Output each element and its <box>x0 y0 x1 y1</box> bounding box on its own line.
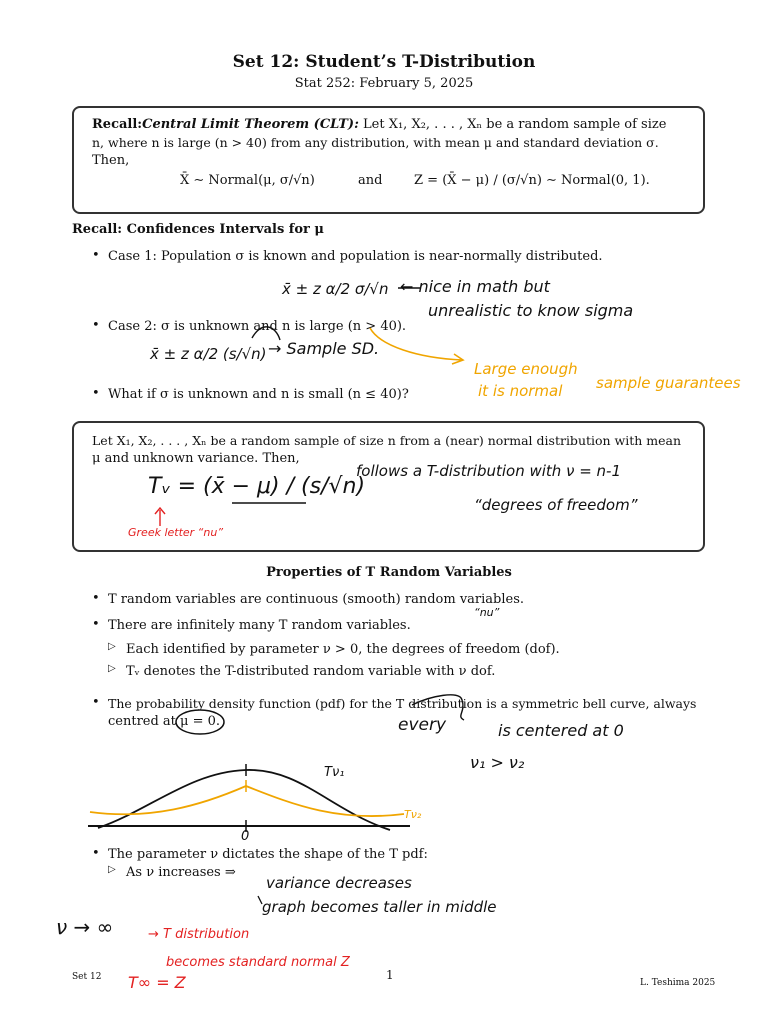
prop-3a: The probability density function (pdf) for the T distribution is a symmetric bell curve, always <box>108 696 697 711</box>
t-nu2-curve <box>90 786 404 816</box>
prop-sub-1: Each identified by parameter ν > 0, the degrees of freedom (dof). <box>126 642 560 657</box>
triangle-bullet-icon: ▷ <box>108 663 116 674</box>
case3-text: What if σ is unknown and n is small (n ≤ 40)? <box>108 387 409 402</box>
bullet-dot: • <box>92 386 100 401</box>
bullet-dot: • <box>92 846 100 861</box>
t-box-line-1: Let X₁, X₂, . . . , Xₙ be a random sample of size n from a (near) normal distribution with mean <box>92 433 682 448</box>
recall-label: Recall: <box>92 117 143 132</box>
nu-handwritten-note: “nu” <box>474 606 500 619</box>
triangle-bullet-icon: ▷ <box>108 864 116 875</box>
greek-nu-note: Greek letter “nu” <box>128 526 224 539</box>
clt-text-1: Let X₁, X₂, . . . , Xₙ be a random sample of size <box>363 117 667 132</box>
bullet-dot: • <box>92 695 100 710</box>
case2-note: → Sample SD. <box>268 339 380 358</box>
footer-right: L. Teshima 2025 <box>640 978 716 988</box>
prop-sub-2: Tᵥ denotes the T-distributed random variable with ν dof. <box>126 664 496 679</box>
prop-4a: The parameter ν dictates the shape of the T pdf: <box>108 847 428 862</box>
axis-zero-label: 0 <box>241 829 250 844</box>
curve1-label: Tν₁ <box>324 765 345 780</box>
bullet-dot: • <box>92 318 100 333</box>
arrow-curve <box>252 327 280 340</box>
prop-4b: As ν increases ⇒ <box>126 865 236 880</box>
t-box-line-2: μ and unknown variance. Then, <box>92 451 300 466</box>
t-box-hand-1: follows a T-distribution with ν = n-1 <box>356 462 622 480</box>
hand-centered: is centered at 0 <box>498 721 624 740</box>
properties-heading: Properties of T Random Variables <box>266 565 512 580</box>
orange-note-3: it is normal <box>478 382 563 400</box>
ci-heading: Recall: Confidences Intervals for μ <box>72 222 324 237</box>
case2-text: Case 2: σ is unknown and n is large (n > 40). <box>108 319 407 334</box>
case1-note-2: unrealistic to know sigma <box>428 301 634 320</box>
limit-handwritten: ν → ∞ <box>56 915 114 939</box>
hand-graph: graph becomes taller in middle <box>262 898 497 916</box>
hand-variance: variance decreases <box>266 874 412 892</box>
clt-line-2: n, where n is large (n > 40) from any distribution, with mean μ and standard deviation σ. <box>92 135 659 150</box>
case1-text: Case 1: Population σ is known and population is near-normally distributed. <box>108 249 603 264</box>
clt-line-3: Then, <box>92 153 130 168</box>
orange-note-1: Large enough <box>474 360 578 378</box>
page-number: 1 <box>386 968 394 982</box>
prop-2: There are infinitely many T random variables. <box>108 618 411 633</box>
red-limit-1: → T distribution <box>148 927 250 942</box>
t-box-hand-2: “degrees of freedom” <box>474 496 638 514</box>
case1-note-1: ← nice in math but <box>400 277 550 296</box>
clt-formula-right: Z = (X̄ − μ) / (σ/√n) ∼ Normal(0, 1). <box>414 173 650 188</box>
hand-every: every <box>398 715 447 735</box>
bullet-dot: • <box>92 591 100 606</box>
prop-3b: centred at μ = 0. <box>108 714 221 729</box>
pointer-curve <box>412 695 464 720</box>
bullet-dot: • <box>92 248 100 263</box>
page-subtitle: Stat 252: February 5, 2025 <box>294 76 474 91</box>
page-title: Set 12: Student’s T-Distribution <box>232 52 536 72</box>
t-formula-handwritten: Tᵥ = (x̄ − μ) / (s/√n) <box>148 474 366 499</box>
triangle-bullet-icon: ▷ <box>108 641 116 652</box>
curve2-label: Tν₂ <box>404 808 422 821</box>
circle-mu-zero <box>176 710 224 734</box>
clt-name: Central Limit Theorem (CLT): <box>142 117 359 132</box>
hand-nu-compare: ν₁ > ν₂ <box>470 753 525 772</box>
orange-note-2: sample guarantees <box>596 374 741 392</box>
prop-1: T random variables are continuous (smooth) random variables. <box>108 592 525 607</box>
red-arrow <box>155 508 165 526</box>
bullet-dot: • <box>92 617 100 632</box>
orange-arrow <box>370 328 462 360</box>
red-limit-2: becomes standard normal Z <box>166 955 350 970</box>
case2-handwritten-formula: x̄ ± z α/2 (s/√n) <box>150 345 267 363</box>
clt-and: and <box>358 173 383 188</box>
clt-formula-left: X̄ ∼ Normal(μ, σ/√n) <box>180 173 315 188</box>
red-t-infinity: T∞ = Z <box>128 973 186 992</box>
footer-left: Set 12 <box>72 972 102 982</box>
t-nu1-curve <box>98 770 390 830</box>
case1-handwritten-formula: x̄ ± z α/2 σ/√n <box>282 280 389 298</box>
